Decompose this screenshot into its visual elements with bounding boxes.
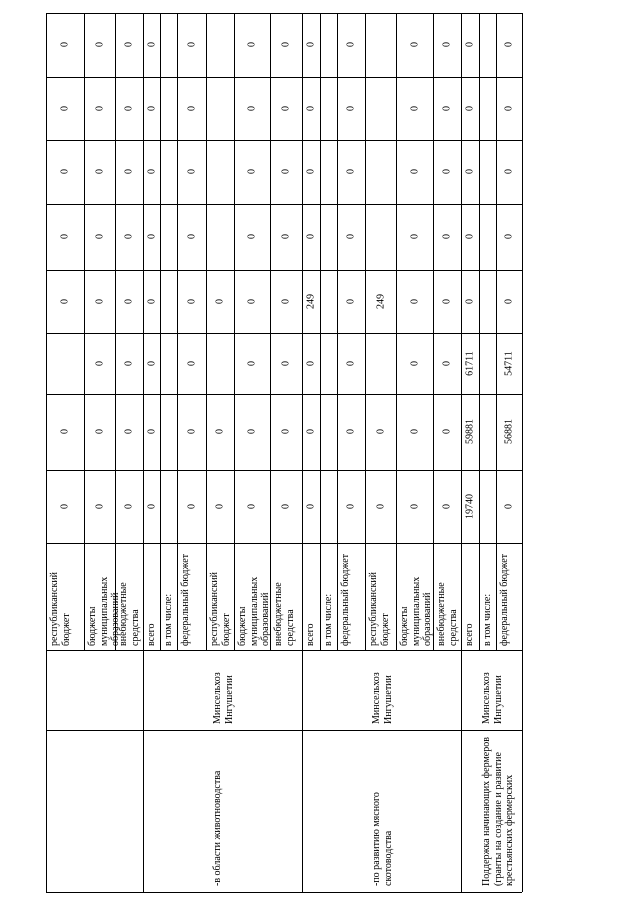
value-cell: 0: [59, 298, 71, 304]
row-border: [177, 13, 178, 650]
value-cell: 249: [375, 293, 386, 309]
funding-source-label: всего: [464, 623, 475, 646]
value-cell: 0: [94, 360, 105, 366]
value-cell: 0: [280, 169, 292, 174]
funding-source-label: республиканский бюджет: [49, 571, 72, 646]
value-cell: 0: [246, 503, 258, 509]
value-cell: 0: [146, 360, 157, 366]
value-cell: 0: [409, 234, 420, 239]
responsible-agency: Минсельхоз Ингушетии: [480, 672, 503, 724]
funding-source-label: внебюджетные средства: [118, 582, 141, 646]
value-cell: 54711: [503, 350, 515, 376]
value-cell: 0: [246, 169, 258, 174]
responsible-agency: Минсельхоз Ингушетии: [370, 672, 393, 724]
value-cell: 0: [94, 298, 105, 304]
value-cell: 0: [375, 503, 386, 509]
funding-source-label: внебюджетные средства: [273, 582, 296, 646]
value-cell: 0: [280, 429, 292, 434]
value-cell: 0: [59, 42, 71, 47]
value-cell: 0: [409, 42, 420, 47]
value-cell: 0: [280, 298, 292, 304]
value-cell: 0: [409, 169, 420, 174]
value-cell: 0: [123, 234, 135, 239]
column-border: [46, 204, 522, 205]
column-border: [46, 140, 522, 141]
value-cell: 0: [441, 298, 453, 304]
value-cell: 56881: [503, 419, 515, 444]
column-border: [46, 270, 522, 271]
value-cell: 0: [345, 105, 357, 111]
funding-source-label: республиканский бюджет: [209, 571, 232, 646]
column-border: [46, 470, 522, 471]
funding-source-label: всего: [146, 623, 157, 646]
value-cell: 0: [146, 169, 157, 174]
value-cell: 0: [146, 298, 157, 304]
row-border: [461, 13, 462, 892]
value-cell: 0: [464, 105, 476, 111]
value-cell: 0: [59, 169, 71, 174]
value-cell: 0: [186, 429, 197, 434]
funding-source-label: федеральный бюджет: [340, 553, 351, 646]
funding-source-label: внебюджетные средства: [436, 582, 459, 646]
value-cell: 0: [94, 429, 105, 434]
value-cell: 0: [409, 298, 420, 304]
value-cell: 0: [186, 42, 197, 47]
value-cell: 0: [409, 360, 420, 366]
value-cell: 0: [441, 42, 453, 47]
value-cell: 0: [186, 105, 197, 111]
value-cell: 0: [409, 105, 420, 111]
value-cell: 0: [441, 360, 453, 366]
value-cell: 0: [246, 234, 258, 239]
column-border: [46, 394, 522, 395]
value-cell: 0: [441, 234, 453, 239]
row-border: [396, 13, 397, 650]
row-border: [496, 13, 497, 650]
value-cell: 0: [345, 298, 357, 304]
responsible-agency: Минсельхоз Ингушетии: [211, 672, 234, 724]
value-cell: 0: [123, 105, 135, 111]
value-cell: 0: [246, 429, 258, 434]
row-border: [84, 13, 85, 650]
value-cell: 0: [441, 503, 453, 509]
value-cell: 0: [280, 234, 292, 239]
value-cell: 0: [146, 234, 157, 239]
value-cell: 249: [305, 293, 317, 309]
row-border: [302, 13, 303, 892]
row-border: [320, 13, 321, 650]
column-border: [46, 543, 522, 544]
value-cell: 0: [375, 429, 386, 434]
value-cell: 0: [464, 169, 476, 174]
column-border: [46, 730, 522, 731]
funding-source-label: в том числе:: [482, 593, 493, 646]
value-cell: 0: [94, 503, 105, 509]
funding-source-label: бюджеты муниципальных образований: [87, 576, 121, 646]
funding-source-label: федеральный бюджет: [499, 553, 510, 646]
value-cell: 0: [305, 503, 317, 509]
value-cell: 0: [186, 169, 197, 174]
value-cell: 0: [305, 234, 317, 239]
value-cell: 0: [59, 503, 71, 509]
value-cell: 0: [503, 234, 515, 239]
value-cell: 0: [345, 503, 357, 509]
value-cell: 0: [214, 298, 226, 304]
value-cell: 0: [345, 42, 357, 47]
value-cell: 0: [94, 234, 105, 239]
program-label: -по развитию мясного скотоводства: [370, 792, 393, 886]
value-cell: 0: [146, 429, 157, 434]
value-cell: 0: [246, 42, 258, 47]
value-cell: 0: [409, 503, 420, 509]
program-label: -в области животноводства: [211, 770, 223, 886]
value-cell: 0: [305, 169, 317, 174]
value-cell: 0: [123, 42, 135, 47]
funding-source-label: в том числе:: [323, 593, 334, 646]
value-cell: 0: [146, 42, 157, 47]
value-cell: 0: [123, 169, 135, 174]
value-cell: 0: [409, 429, 420, 434]
row-border: [143, 13, 144, 892]
value-cell: 0: [186, 234, 197, 239]
value-cell: 0: [246, 298, 258, 304]
funding-source-label: бюджеты муниципальных образований: [237, 576, 271, 646]
value-cell: 0: [464, 298, 476, 304]
value-cell: 0: [441, 105, 453, 111]
value-cell: 0: [305, 105, 317, 111]
value-cell: 0: [464, 42, 476, 47]
row-border: [206, 13, 207, 650]
value-cell: 61711: [464, 350, 476, 376]
value-cell: 0: [246, 105, 258, 111]
row-border: [479, 13, 480, 650]
value-cell: 0: [280, 503, 292, 509]
row-border: [522, 13, 523, 892]
value-cell: 59881: [464, 419, 476, 444]
value-cell: 19740: [464, 493, 476, 519]
value-cell: 0: [59, 234, 71, 239]
value-cell: 0: [94, 105, 105, 111]
row-border: [234, 13, 235, 650]
funding-source-label: республиканский бюджет: [368, 571, 391, 646]
column-border: [46, 77, 522, 78]
value-cell: 0: [59, 429, 71, 434]
value-cell: 0: [345, 169, 357, 174]
funding-source-label: в том числе:: [163, 593, 174, 646]
column-border: [46, 333, 522, 334]
value-cell: 0: [246, 360, 258, 366]
value-cell: 0: [305, 360, 317, 366]
value-cell: 0: [503, 169, 515, 174]
value-cell: 0: [146, 503, 157, 509]
value-cell: 0: [123, 503, 135, 509]
value-cell: 0: [123, 298, 135, 304]
value-cell: 0: [345, 429, 357, 434]
value-cell: 0: [123, 360, 135, 366]
value-cell: 0: [503, 105, 515, 111]
value-cell: 0: [503, 298, 515, 304]
row-border: [337, 13, 338, 650]
funding-source-label: федеральный бюджет: [180, 553, 191, 646]
value-cell: 0: [280, 42, 292, 47]
value-cell: 0: [305, 429, 317, 434]
value-cell: 0: [305, 42, 317, 47]
value-cell: 0: [441, 429, 453, 434]
column-border: [46, 13, 522, 14]
value-cell: 0: [464, 234, 476, 239]
value-cell: 0: [214, 429, 226, 434]
value-cell: 0: [146, 105, 157, 111]
column-border: [46, 892, 522, 893]
row-border: [46, 13, 47, 892]
value-cell: 0: [214, 503, 226, 509]
value-cell: 0: [503, 503, 515, 509]
value-cell: 0: [123, 429, 135, 434]
value-cell: 0: [59, 105, 71, 111]
value-cell: 0: [441, 169, 453, 174]
column-border: [46, 650, 522, 651]
value-cell: 0: [94, 42, 105, 47]
value-cell: 0: [345, 234, 357, 239]
value-cell: 0: [503, 42, 515, 47]
funding-source-label: бюджеты муниципальных образований: [399, 576, 433, 646]
value-cell: 0: [94, 169, 105, 174]
row-border: [365, 13, 366, 650]
value-cell: 0: [186, 503, 197, 509]
value-cell: 0: [186, 360, 197, 366]
program-label: Поддержка начинающих фермеров (гранты на создание и развитие крестьянских фермерских: [480, 737, 515, 886]
funding-source-label: всего: [305, 623, 316, 646]
value-cell: 0: [345, 360, 357, 366]
row-border: [160, 13, 161, 650]
value-cell: 0: [186, 298, 197, 304]
value-cell: 0: [280, 105, 292, 111]
value-cell: 0: [280, 360, 292, 366]
